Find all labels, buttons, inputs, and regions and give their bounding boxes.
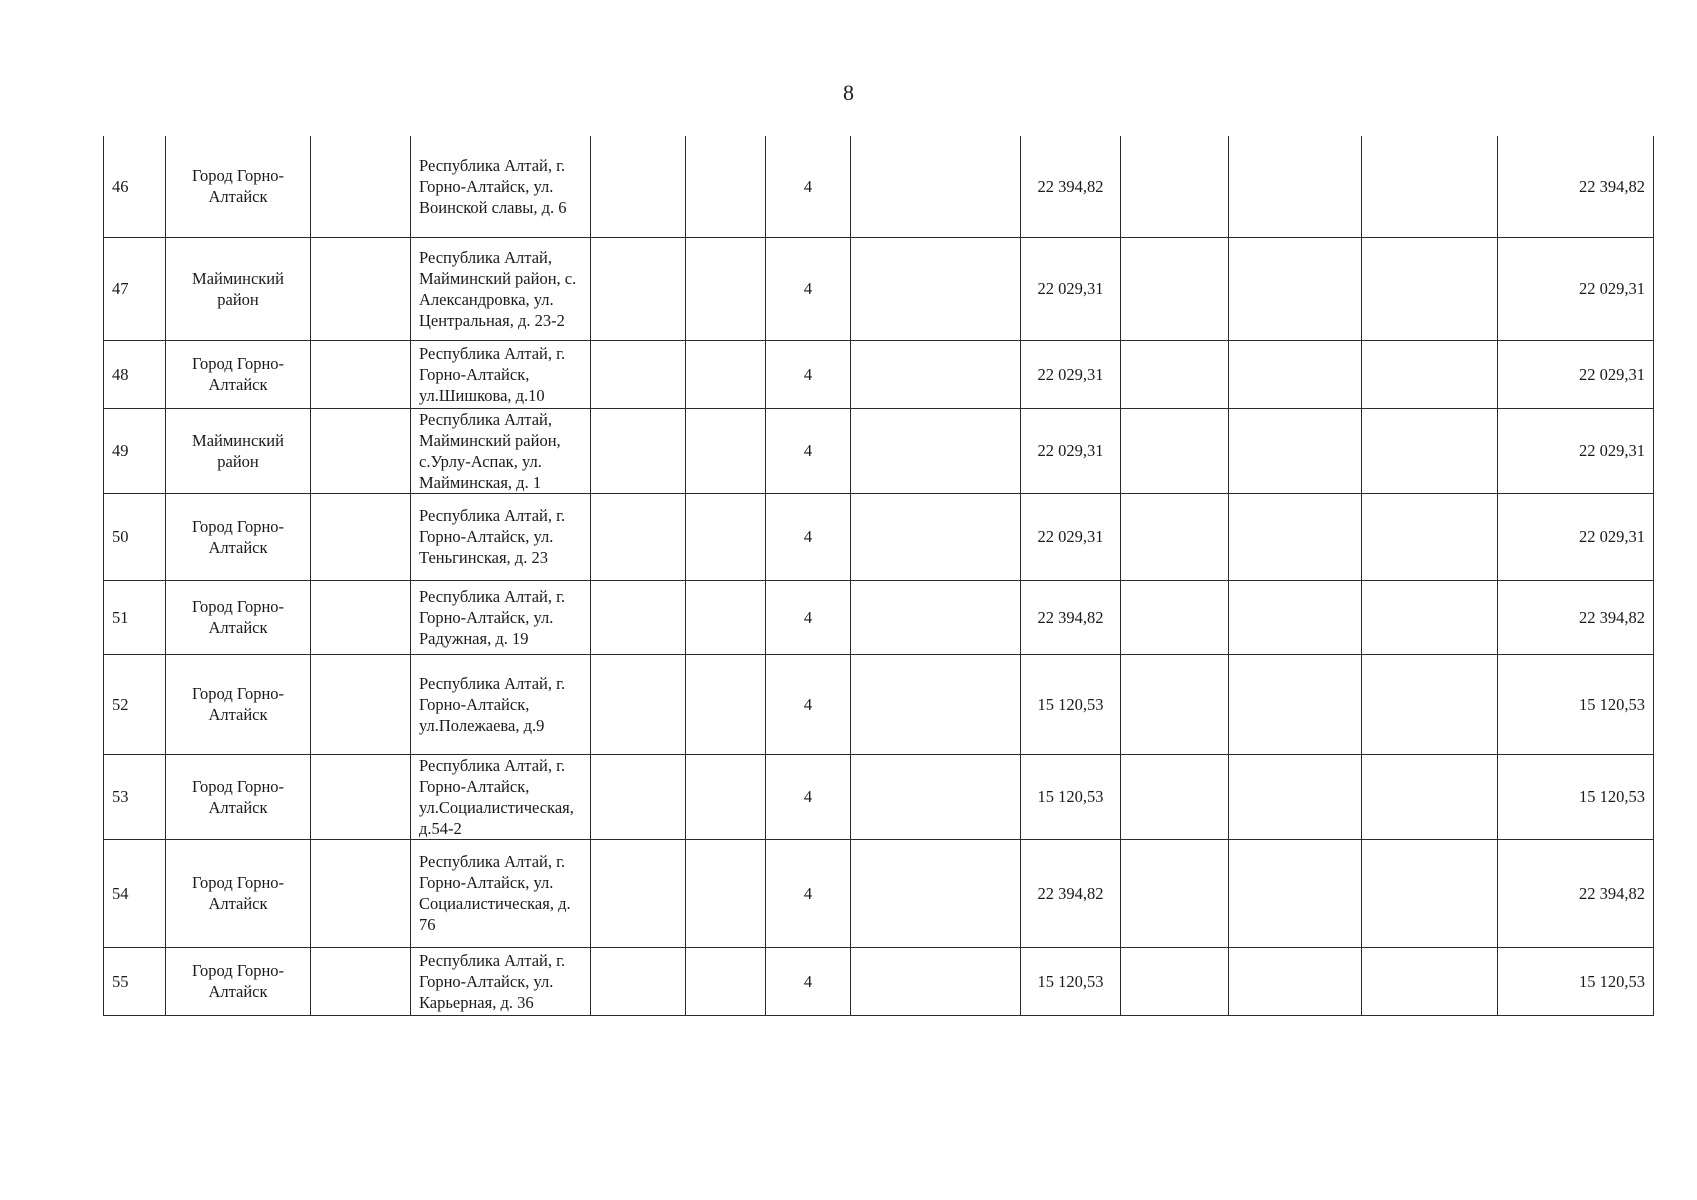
empty-cell (1229, 654, 1362, 754)
table-row (104, 654, 1654, 754)
sum-cell: 15 120,53 (1021, 654, 1121, 754)
empty-cell (851, 408, 1021, 493)
empty-cell (591, 654, 686, 754)
empty-cell (1121, 340, 1229, 408)
total-cell: 22 029,31 (1498, 408, 1654, 493)
empty-cell (686, 136, 766, 237)
empty-cell (311, 340, 411, 408)
empty-cell (591, 580, 686, 654)
empty-cell (851, 136, 1021, 237)
total-cell: 15 120,53 (1498, 947, 1654, 1015)
empty-cell (311, 654, 411, 754)
total-cell: 22 029,31 (1498, 237, 1654, 340)
objects-table (103, 136, 1654, 1016)
address-cell: Республика Алтай, г. Горно-Алтайск, ул. Карьерная, д. 36 (411, 947, 591, 1015)
sum-cell: 22 394,82 (1021, 136, 1121, 237)
empty-cell (311, 408, 411, 493)
sum-cell: 22 394,82 (1021, 839, 1121, 947)
table-row (104, 136, 1654, 237)
empty-cell (311, 754, 411, 839)
empty-cell (1121, 408, 1229, 493)
total-cell: 22 394,82 (1498, 580, 1654, 654)
empty-cell (1362, 839, 1498, 947)
empty-cell (1362, 580, 1498, 654)
sum-cell: 22 394,82 (1021, 580, 1121, 654)
address-cell: Республика Алтай, г. Горно-Алтайск, ул. Радужная, д. 19 (411, 580, 591, 654)
empty-cell (1121, 654, 1229, 754)
sum-cell: 22 029,31 (1021, 408, 1121, 493)
empty-cell (1121, 493, 1229, 580)
empty-cell (1229, 136, 1362, 237)
municipality-cell: Майминский район (166, 408, 311, 493)
empty-cell (1229, 580, 1362, 654)
row-number: 49 (104, 408, 166, 493)
empty-cell (591, 947, 686, 1015)
empty-cell (686, 340, 766, 408)
sum-cell: 22 029,31 (1021, 493, 1121, 580)
empty-cell (686, 408, 766, 493)
municipality-cell: Город Горно-Алтайск (166, 654, 311, 754)
municipality-cell: Город Горно-Алтайск (166, 754, 311, 839)
total-cell: 22 029,31 (1498, 340, 1654, 408)
empty-cell (1121, 754, 1229, 839)
address-cell: Республика Алтай, г. Горно-Алтайск, ул.Шишкова, д.10 (411, 340, 591, 408)
row-number: 54 (104, 839, 166, 947)
address-cell: Республика Алтай, г. Горно-Алтайск, ул.Полежаева, д.9 (411, 654, 591, 754)
count-cell: 4 (766, 136, 851, 237)
empty-cell (1362, 136, 1498, 237)
row-number: 48 (104, 340, 166, 408)
empty-cell (851, 947, 1021, 1015)
empty-cell (851, 654, 1021, 754)
empty-cell (851, 493, 1021, 580)
empty-cell (591, 754, 686, 839)
total-cell: 15 120,53 (1498, 754, 1654, 839)
municipality-cell: Город Горно-Алтайск (166, 839, 311, 947)
empty-cell (686, 839, 766, 947)
count-cell: 4 (766, 493, 851, 580)
count-cell: 4 (766, 839, 851, 947)
empty-cell (686, 754, 766, 839)
total-cell: 22 029,31 (1498, 493, 1654, 580)
row-number: 50 (104, 493, 166, 580)
row-number: 52 (104, 654, 166, 754)
count-cell: 4 (766, 340, 851, 408)
address-cell: Республика Алтай, г. Горно-Алтайск, ул. Воинской славы, д. 6 (411, 136, 591, 237)
sum-cell: 22 029,31 (1021, 237, 1121, 340)
empty-cell (311, 237, 411, 340)
empty-cell (591, 408, 686, 493)
municipality-cell: Город Горно-Алтайск (166, 340, 311, 408)
empty-cell (1229, 754, 1362, 839)
row-number: 46 (104, 136, 166, 237)
empty-cell (1229, 839, 1362, 947)
empty-cell (1121, 136, 1229, 237)
empty-cell (686, 947, 766, 1015)
empty-cell (311, 580, 411, 654)
empty-cell (1121, 580, 1229, 654)
address-cell: Республика Алтай, г. Горно-Алтайск, ул. Теньгинская, д. 23 (411, 493, 591, 580)
empty-cell (591, 237, 686, 340)
municipality-cell: Город Горно-Алтайск (166, 580, 311, 654)
sum-cell: 15 120,53 (1021, 947, 1121, 1015)
empty-cell (1121, 839, 1229, 947)
empty-cell (1362, 947, 1498, 1015)
row-number: 53 (104, 754, 166, 839)
empty-cell (1362, 754, 1498, 839)
table-row (104, 408, 1654, 493)
empty-cell (1362, 340, 1498, 408)
empty-cell (1229, 493, 1362, 580)
empty-cell (1229, 340, 1362, 408)
table-row (104, 754, 1654, 839)
address-cell: Республика Алтай, г. Горно-Алтайск, ул. Социалистическая, д. 76 (411, 839, 591, 947)
address-cell: Республика Алтай, г. Горно-Алтайск, ул.Социалистическая, д.54-2 (411, 754, 591, 839)
empty-cell (1229, 947, 1362, 1015)
count-cell: 4 (766, 408, 851, 493)
total-cell: 22 394,82 (1498, 136, 1654, 237)
empty-cell (311, 136, 411, 237)
empty-cell (686, 493, 766, 580)
empty-cell (851, 237, 1021, 340)
empty-cell (311, 839, 411, 947)
empty-cell (851, 839, 1021, 947)
empty-cell (686, 237, 766, 340)
total-cell: 22 394,82 (1498, 839, 1654, 947)
address-cell: Республика Алтай, Майминский район, с. Александровка, ул. Центральная, д. 23-2 (411, 237, 591, 340)
empty-cell (851, 580, 1021, 654)
count-cell: 4 (766, 654, 851, 754)
empty-cell (591, 136, 686, 237)
municipality-cell: Город Горно-Алтайск (166, 136, 311, 237)
row-number: 55 (104, 947, 166, 1015)
count-cell: 4 (766, 947, 851, 1015)
empty-cell (1362, 237, 1498, 340)
table-row (104, 580, 1654, 654)
table-row (104, 947, 1654, 1015)
empty-cell (591, 839, 686, 947)
empty-cell (1229, 408, 1362, 493)
table-row (104, 839, 1654, 947)
empty-cell (1229, 237, 1362, 340)
sum-cell: 15 120,53 (1021, 754, 1121, 839)
empty-cell (311, 493, 411, 580)
empty-cell (851, 754, 1021, 839)
empty-cell (1362, 408, 1498, 493)
count-cell: 4 (766, 237, 851, 340)
empty-cell (851, 340, 1021, 408)
empty-cell (591, 493, 686, 580)
empty-cell (311, 947, 411, 1015)
empty-cell (1121, 237, 1229, 340)
empty-cell (686, 654, 766, 754)
total-cell: 15 120,53 (1498, 654, 1654, 754)
empty-cell (1121, 947, 1229, 1015)
count-cell: 4 (766, 754, 851, 839)
empty-cell (686, 580, 766, 654)
empty-cell (1362, 654, 1498, 754)
address-cell: Республика Алтай, Майминский район, с.Урлу-Аспак, ул. Майминская, д. 1 (411, 408, 591, 493)
table-row (104, 237, 1654, 340)
page-number: 8 (843, 80, 854, 105)
table-row (104, 493, 1654, 580)
row-number: 51 (104, 580, 166, 654)
municipality-cell: Майминский район (166, 237, 311, 340)
empty-cell (591, 340, 686, 408)
table-row (104, 340, 1654, 408)
count-cell: 4 (766, 580, 851, 654)
municipality-cell: Город Горно-Алтайск (166, 493, 311, 580)
municipality-cell: Город Горно-Алтайск (166, 947, 311, 1015)
empty-cell (1362, 493, 1498, 580)
row-number: 47 (104, 237, 166, 340)
sum-cell: 22 029,31 (1021, 340, 1121, 408)
